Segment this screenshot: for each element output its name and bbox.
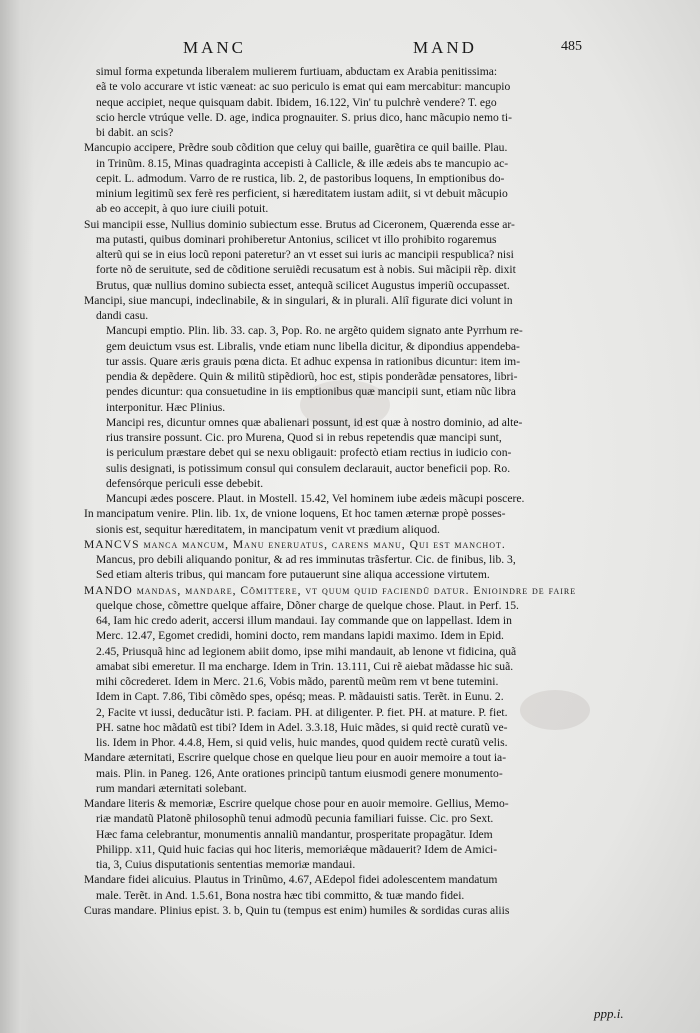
page-gutter-shadow xyxy=(0,0,34,1033)
text-line: Idem in Capt. 7.86, Tibi cõmẽdo spes, opésq; meas. P. mãdauisti satis. Terẽt. in Eunu. 2. xyxy=(96,690,504,704)
text-line: eã te volo accurare vt istic væneat: ac suo periculo is emat qui eam mercabitur: mancupio xyxy=(96,80,511,94)
dictionary-text-body xyxy=(84,64,654,918)
text-line: bi dabit. an scis? xyxy=(96,126,174,139)
text-line: Hæc fama celebrantur, monumentis annaliũ mandantur, prosperitate propagãtur. Idem xyxy=(96,827,493,841)
text-line: Merc. 12.47, Egomet credidi, homini docto, rem mandans lapidi maximo. Idem in Epid. xyxy=(96,629,504,643)
text-line: rum mandari æternitati solebant. xyxy=(96,781,247,795)
text-line: Curas mandare. Plinius epist. 3. b, Quin tu (tempus est enim) humiles & sordidas curas aliis xyxy=(84,903,510,917)
text-line: sionis est, sequitur hæreditatem, in mancipatum venit vt prædium aliquod. xyxy=(96,522,440,536)
text-line: 2.45, Priusquã hinc ad legionem abiit domo, ipse mihi mandauit, ab lenone vt fidicina, quã xyxy=(96,644,517,658)
text-line: Mancupi emptio. Plin. lib. 33. cap. 3, Pop. Ro. ne argẽto quidem signato ante Pyrrhum re- xyxy=(106,324,523,338)
text-line: MANDO mandas, mandare, Cõmittere, vt quum quid faciendũ datur. Enioindre de faire xyxy=(84,583,577,597)
page-number: 485 xyxy=(561,39,582,54)
text-line: pendes dicuntur: qua consuetudine in iis emptionibus quæ mancipii sunt, etiam nũc libra xyxy=(106,385,516,399)
text-line: Mandare æternitati, Escrire quelque chose en quelque lieu pour en auoir memoire a tout ia- xyxy=(84,751,507,765)
text-line: amabat sibi emeretur. Il ma encharge. Idem in Trin. 13.111, Cui rẽ aiebat mãdasse hic suã. xyxy=(96,659,514,673)
text-line: minium legitimũ sex ferè res perficient, si hæreditatem iustam adiit, si vt debuit mãcupio xyxy=(96,187,508,200)
text-line: Philipp. x11, Quid huic facias qui hoc literis, memoriǽque mãdauerit? Idem de Amici- xyxy=(96,842,498,856)
text-line: cepit. L. admodum. Varro de re rustica, lib. 2, de pastoribus loquens, In emptionibus do- xyxy=(96,171,505,185)
text-line: tia, 3, Cuius disputationis sententias memoriæ mandaui. xyxy=(96,858,356,871)
text-line: simul forma expetunda liberalem mulierem furtiuam, abductam ex Arabia penitissima: xyxy=(96,65,498,78)
text-line: Mancupi ædes poscere. Plaut. in Mostell. 15.42, Vel hominem iube ædeis mãcupi poscere. xyxy=(106,492,525,505)
text-line: tur assis. Quare æris grauis pœna dicta. Et adhuc expensa in rationibus dicuntur: item im- xyxy=(106,354,521,368)
text-line: quelque chose, cõmettre quelque affaire, Dõner charge de quelque chose. Plaut. in Perf. 15. xyxy=(96,598,519,612)
text-line: in Trinũm. 8.15, Minas quadraginta accepisti à Callicle, & ille ædeis abs te mancupio ac- xyxy=(96,156,509,170)
text-line: interponitur. Hæc Plinius. xyxy=(106,400,226,414)
text-line: gem deuictum vsus est. Libralis, vnde etiam nunc libella dicitur, & dipondius appendeba- xyxy=(106,339,520,353)
text-line: ma putasti, quibus dominari prohiberetur Antonius, scilicet vt illo prohibito rogaremus xyxy=(96,232,497,246)
text-line: Brutus, quæ nullius domino subiecta esset, antequã scilicet Augustus imperiũ occupasset. xyxy=(96,278,510,292)
text-line: 2, Facite vt iussi, deducãtur isti. P. faciam. PH. at diligenter. P. fiet. PH. at mature. P. fiet. xyxy=(96,705,508,719)
text-line: dandi casu. xyxy=(96,309,149,322)
running-head-right: MAND xyxy=(413,38,477,57)
text-line: lis. Idem in Phor. 4.4.8, Hem, si quid velis, huic mandes, quod quidem rectè curatũ velis. xyxy=(96,736,508,749)
text-line: Mancipi res, dicuntur omnes quæ abalienari possunt, id est quæ à nostro dominio, ad alte- xyxy=(106,415,523,429)
text-line: rius transire possunt. Cic. pro Murena, Quod si in rebus repetendis quæ mancipi sunt, xyxy=(106,431,502,444)
text-line: 64, Iam hic credo aderit, accersi illum mandaui. Iay commande que on lappellast. Idem in xyxy=(96,614,512,627)
text-line: male. Terẽt. in And. 1.5.61, Bona nostra hæc tibi committo, & tuæ mando fidei. xyxy=(96,888,465,902)
text-line: sulis designati, is potissimum consul qui consulem declarauit, auctor beneficii pop. Ro. xyxy=(106,461,511,475)
text-line: MANCVS manca mancum, Manu eneruatus, carens manu, Qui est manchot. xyxy=(84,537,506,551)
text-line: alterũ qui se in eius locũ reponi pateretur? an vt esset sui iuris ac mancipii respublica? nisi xyxy=(96,248,514,261)
text-line: is periculum præstare debet qui se nexu obligauit: profectò etiam rectius in iudicio con- xyxy=(106,446,512,460)
text-line: mais. Plin. in Paneg. 126, Ante orationes principũ tantum eiusmodi genere monumento- xyxy=(96,766,503,780)
text-line: Mandare fidei alicuius. Plautus in Trinũmo, 4.67, AEdepol fidei adolescentem mandatum xyxy=(84,873,498,887)
text-line: Sed etiam alteris tribus, qui mancam fore putauerunt sine aliqua accessione virtutem. xyxy=(96,568,490,582)
text-line: mihi cõcrederet. Idem in Merc. 21.6, Vobis mãdo, parentũ meũm rem vt bene tutemini. xyxy=(96,675,499,688)
text-line: defensórque periculi esse debebit. xyxy=(106,476,264,490)
printer-signature-mark: ppp.i. xyxy=(594,1006,624,1021)
text-line: Mancupio accipere, Prẽdre soub cõdition que celuy qui baille, guarẽtira ce quil baille. Plau. xyxy=(84,141,508,155)
text-line: pendia & depẽdere. Quin & militũ stipẽdiorũ, hoc est, stipis ponderãdæ pensatores, libri- xyxy=(106,370,518,383)
text-line: ab eo accepit, à quo iure ciuili potuit. xyxy=(96,202,269,216)
text-line: PH. satne hoc mãdatũ est tibi? Idem in Adel. 3.3.18, Huic mãdes, si quid rectè curatũ ve- xyxy=(96,720,508,734)
text-line: Mandare literis & memoriæ, Escrire quelque chose pour en auoir memoire. Gellius, Memo- xyxy=(84,797,509,810)
running-header xyxy=(0,38,700,64)
text-line: In mancipatum venire. Plin. lib. 1x, de vnione loquens, Et hoc tamen æternæ propè posses- xyxy=(84,507,506,521)
text-line: forte nõ de seruitute, sed de cõditione seruiẽdi recusatum est à nobis. Sui mãcipii rẽp. dixit xyxy=(96,263,516,277)
text-line: Sui mancipii esse, Nullius dominio subiectum esse. Brutus ad Ciceronem, Quærenda esse ar- xyxy=(84,217,515,231)
running-head-left: MANC xyxy=(183,38,247,57)
text-line: neque accipiet, neque quisquam dabit. Ibidem, 16.122, Vin' tu pulchrè vendere? T. ego xyxy=(96,95,497,109)
text-line: Mancus, pro debili aliquando ponitur, & ad res imminutas trãsfertur. Cic. de finibus, lib. 3, xyxy=(96,553,516,566)
text-line: scio hercle vtrúque velle. D. age, indica prognauiter. S. prius dico, hanc mãcupio nemo ti- xyxy=(96,110,512,124)
text-line: Mancipi, siue mancupi, indeclinabile, & in singulari, & in plurali. Aliĩ figurate dici volunt in xyxy=(84,293,513,307)
text-line: riæ mandatũ Platonẽ philosophũ tenui admodũ pecunia familiari fuisse. Cic. pro Sext. xyxy=(96,812,494,826)
